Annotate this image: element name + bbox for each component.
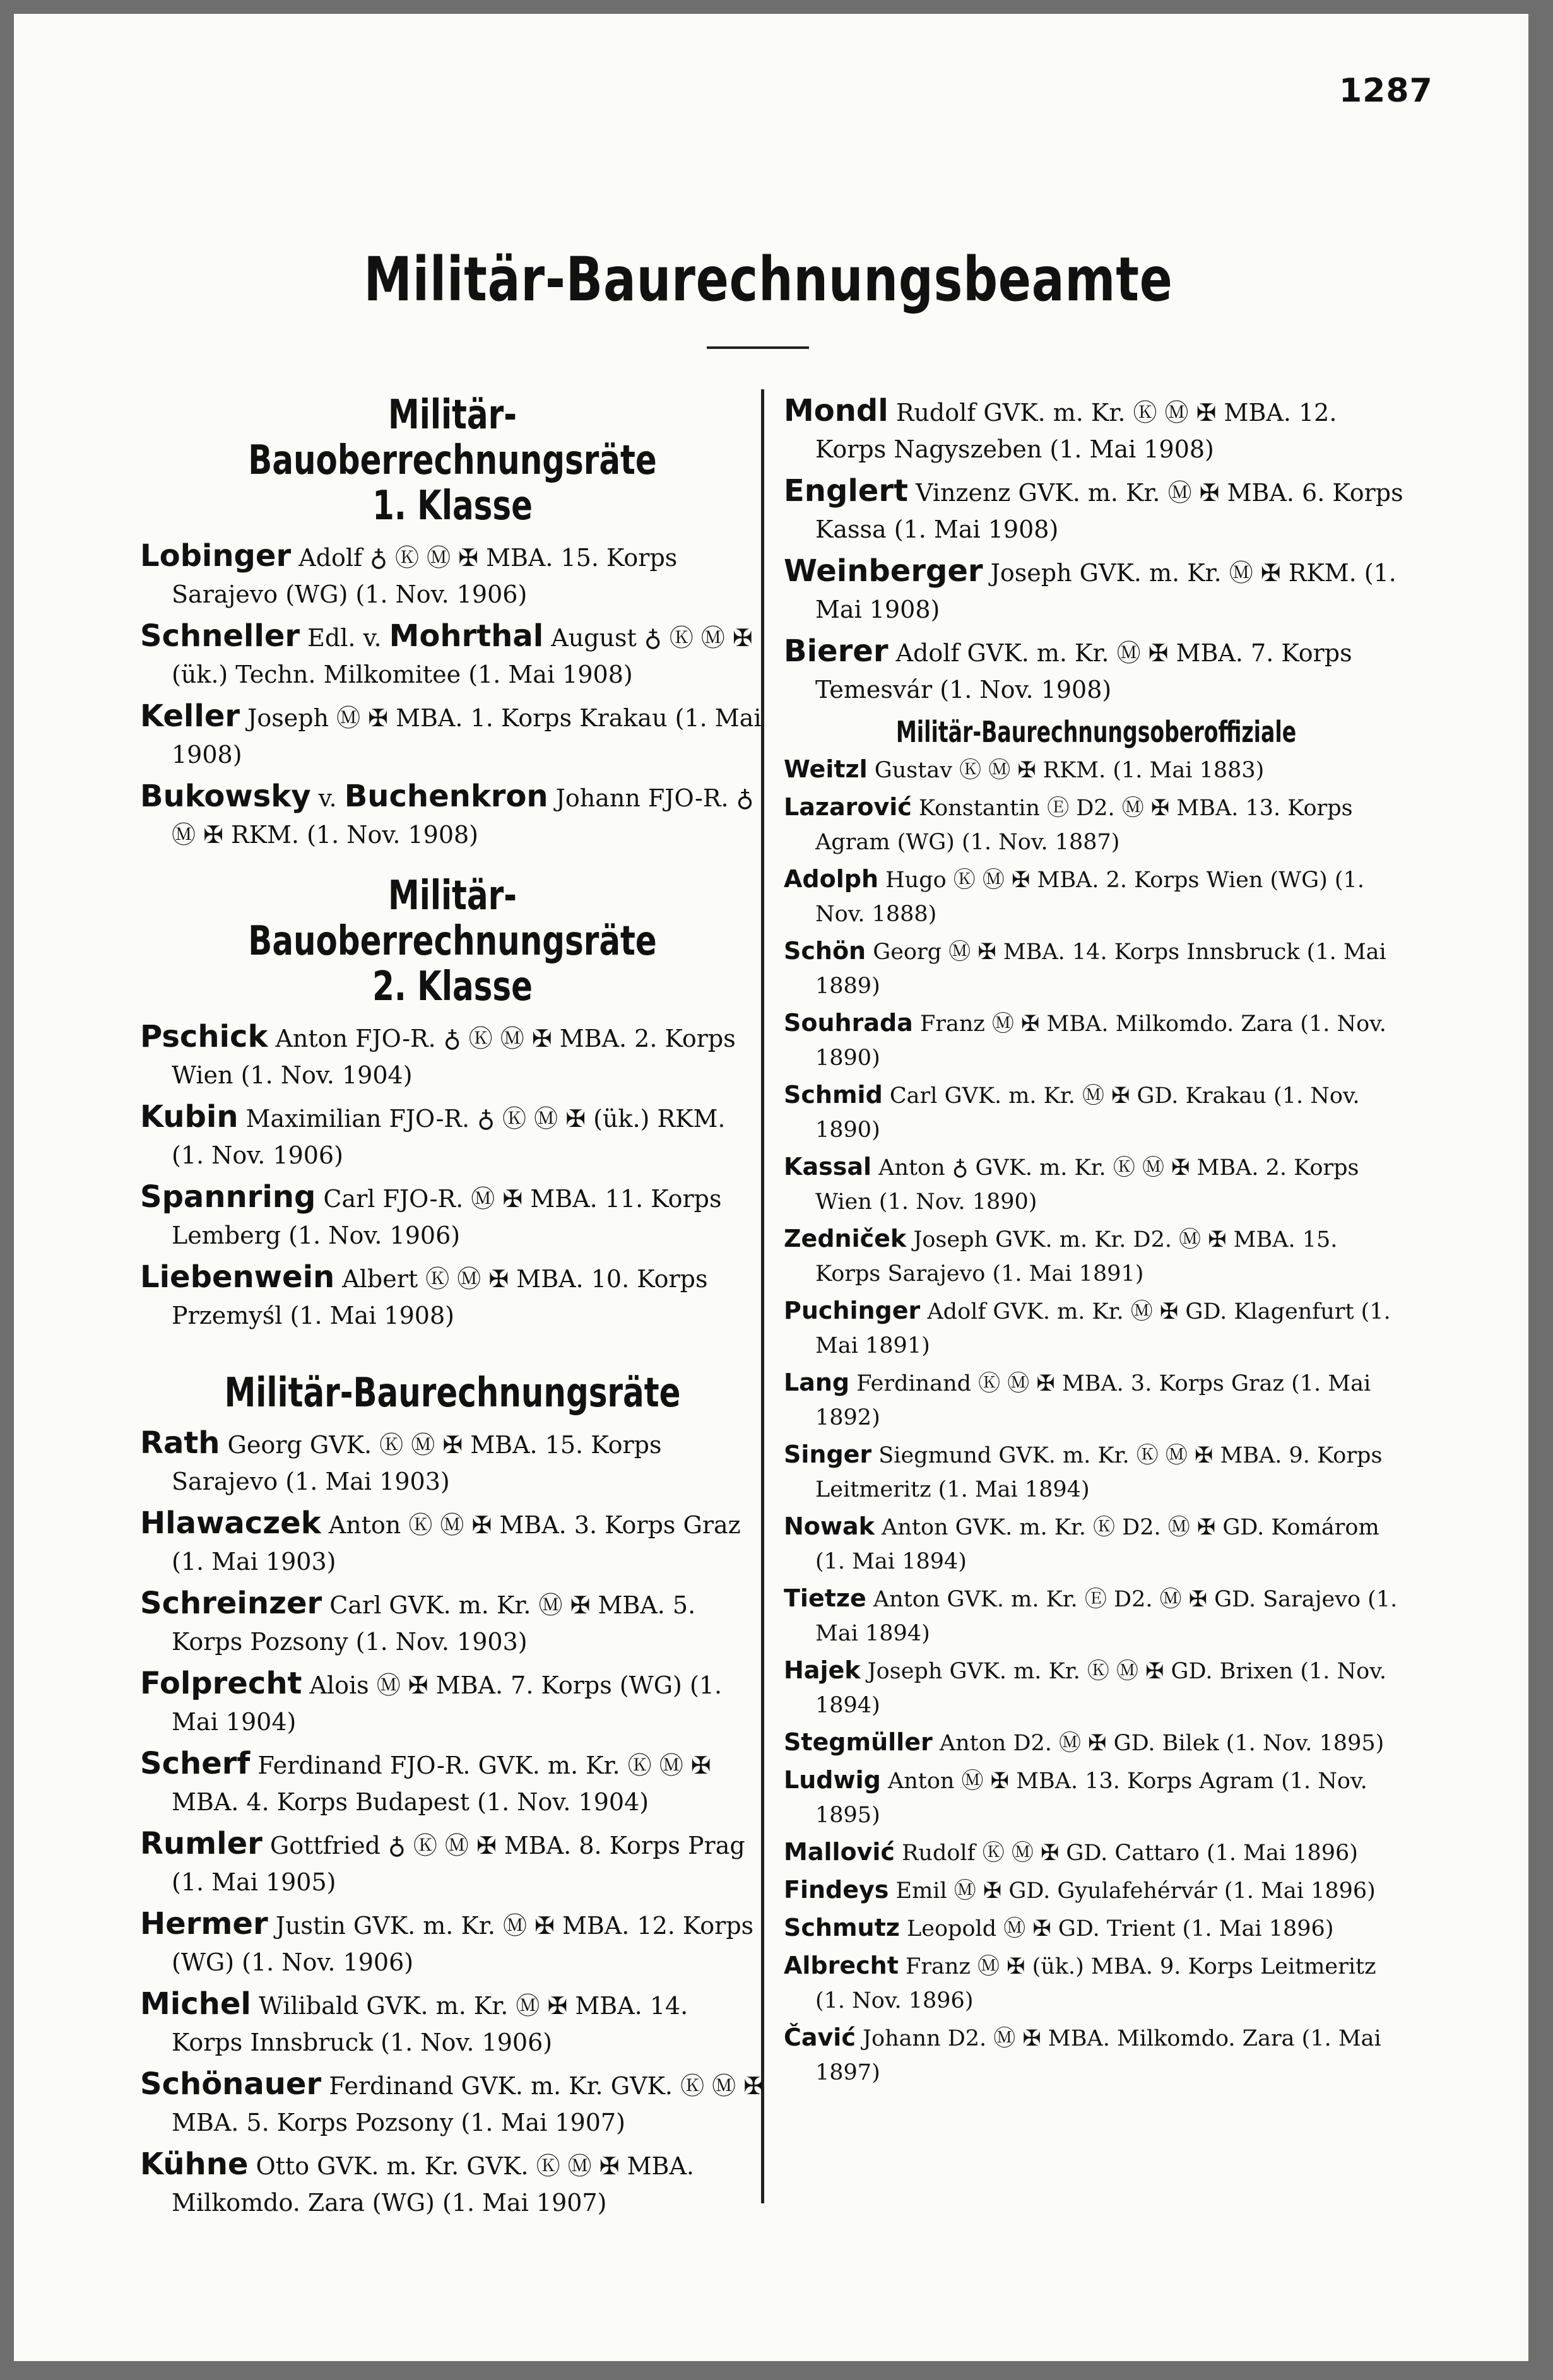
entry-surname-predicate: Mohrthal	[389, 618, 544, 654]
entry-surname: Čavić	[784, 2024, 856, 2051]
entry-details: Emil Ⓜ ✠ GD. Gyulafehérvár (1. Mai 1896)	[889, 1878, 1376, 1904]
list-rechnungsraete	[140, 1425, 765, 2221]
entry-surname: Schmutz	[784, 1914, 900, 1941]
list-item	[784, 2020, 1408, 2090]
entry-surname: Findeys	[784, 1876, 889, 1904]
entry-surname: Englert	[784, 473, 908, 509]
entry-details: Adolf GVK. m. Kr. Ⓜ ✠ MBA. 7. Korps Temesvár (1. Nov. 1908)	[815, 639, 1352, 704]
entry-surname: Souhrada	[784, 1009, 913, 1037]
list-oberoffiziale	[784, 752, 1408, 2090]
entry-surname: Ludwig	[784, 1766, 881, 1794]
entry-details: Georg GVK. Ⓚ Ⓜ ✠ MBA. 15. Korps Sarajevo (1. Mai 1903)	[172, 1431, 662, 1495]
entry-surname: Bukowsky	[140, 779, 311, 814]
entry-details: Joseph GVK. m. Kr. Ⓚ Ⓜ ✠ GD. Brixen (1. Nov. 1894)	[815, 1659, 1386, 1718]
entry-surname-predicate: Buchenkron	[344, 779, 548, 814]
list-item	[784, 1653, 1408, 1723]
list-item	[784, 1365, 1408, 1435]
list-item	[140, 1259, 765, 1334]
entry-details: Johann D2. Ⓜ ✠ MBA. Milkomdo. Zara (1. Mai 1897)	[815, 2026, 1381, 2085]
entry-surname: Rath	[140, 1425, 220, 1461]
entry-surname: Folprecht	[140, 1666, 302, 1701]
list-oberrechnungsraete-2	[140, 1018, 765, 1334]
entry-surname: Nowak	[784, 1512, 875, 1540]
entry-surname: Schönauer	[140, 2066, 322, 2102]
list-item	[140, 2146, 765, 2221]
entry-surname: Schmid	[784, 1081, 883, 1109]
list-item	[784, 862, 1408, 931]
list-item	[784, 790, 1408, 859]
entry-details: Edl. v.	[300, 624, 389, 652]
list-item	[140, 1906, 765, 1981]
entry-surname: Schön	[784, 937, 866, 965]
entry-details: Rudolf Ⓚ Ⓜ ✠ GD. Cattaro (1. Mai 1896)	[894, 1841, 1358, 1866]
list-rechnungsraete-continued	[784, 392, 1408, 708]
entry-surname: Mallović	[784, 1838, 895, 1866]
entry-details: Anton Ⓚ Ⓜ ✠ MBA. 3. Korps Graz (1. Mai 1903)	[172, 1511, 741, 1576]
section-heading-class: 2. Klasse	[372, 963, 533, 1010]
list-item	[784, 1873, 1408, 1908]
entry-details: Joseph GVK. m. Kr. Ⓜ ✠ RKM. (1. Mai 1908)	[815, 559, 1397, 623]
entry-details: Anton Ⓜ ✠ MBA. 13. Korps Agram (1. Nov. 1895)	[815, 1769, 1367, 1828]
entry-details: Wilibald GVK. m. Kr. Ⓜ ✠ MBA. 14. Korps Innsbruck (1. Nov. 1906)	[172, 1992, 688, 2056]
section-heading-class: 1. Klasse	[372, 483, 533, 529]
list-item	[784, 1763, 1408, 1832]
list-item	[140, 1986, 765, 2061]
list-item	[140, 1179, 765, 1254]
list-item	[140, 1505, 765, 1580]
entry-surname: Spannring	[140, 1179, 316, 1215]
list-item	[784, 1725, 1408, 1760]
list-item	[784, 392, 1408, 468]
entry-details: Alois Ⓜ ✠ MBA. 7. Korps (WG) (1. Mai 1904)	[172, 1671, 723, 1736]
entry-details: Otto GVK. m. Kr. GVK. Ⓚ Ⓜ ✠ MBA. Milkomdo. Zara (WG) (1. Mai 1907)	[172, 2152, 695, 2217]
entry-surname: Rumler	[140, 1826, 263, 1861]
entry-details: Anton ♁ GVK. m. Kr. Ⓚ Ⓜ ✠ MBA. 2. Korps Wien (1. Nov. 1890)	[815, 1155, 1359, 1215]
list-item	[784, 1006, 1408, 1075]
entry-details: Albert Ⓚ Ⓜ ✠ MBA. 10. Korps Przemyśl (1. Mai 1908)	[172, 1265, 708, 1329]
list-item	[140, 1585, 765, 1660]
entry-surname: Lazarović	[784, 793, 912, 821]
entry-details: Adolf GVK. m. Kr. Ⓜ ✠ GD. Klagenfurt (1. Mai 1891)	[815, 1299, 1391, 1358]
entry-surname: Adolph	[784, 865, 878, 893]
entry-details: v.	[310, 784, 345, 812]
title-divider	[707, 346, 809, 349]
list-item	[140, 778, 765, 853]
list-item	[784, 1581, 1408, 1651]
entry-surname: Singer	[784, 1440, 872, 1468]
entry-surname: Kühne	[140, 2147, 249, 2182]
section-heading-rechnungsraete: Militär-Baurechnungsräte	[224, 1370, 681, 1417]
entry-surname: Mondl	[784, 393, 889, 428]
list-item	[140, 698, 765, 773]
right-column	[784, 392, 1408, 2090]
list-item	[784, 1835, 1408, 1870]
entry-details: Carl GVK. m. Kr. Ⓜ ✠ GD. Krakau (1. Nov. 1890)	[815, 1083, 1360, 1143]
entry-details: Adolf ♁ Ⓚ Ⓜ ✠ MBA. 15. Korps Sarajevo (WG) (1. Nov. 1906)	[172, 544, 678, 608]
entry-surname: Bierer	[784, 633, 889, 669]
list-oberrechnungsraete-1	[140, 538, 765, 853]
page-title: Militär-Baurechnungsbeamte	[363, 244, 1173, 315]
list-item	[140, 2066, 765, 2141]
entry-surname: Pschick	[140, 1019, 268, 1054]
list-item	[784, 1293, 1408, 1363]
entry-details: Joseph GVK. m. Kr. D2. Ⓜ ✠ MBA. 15. Korps Sarajevo (1. Mai 1891)	[815, 1227, 1338, 1287]
list-item	[140, 1825, 765, 1900]
entry-surname: Weinberger	[784, 553, 983, 589]
entry-surname: Lobinger	[140, 538, 292, 574]
section-heading-line: Militär-Bauoberrechnungsräte	[248, 873, 657, 965]
list-item	[140, 1018, 765, 1093]
entry-surname: Hajek	[784, 1656, 861, 1684]
list-item	[140, 618, 765, 693]
entry-surname: Lang	[784, 1369, 850, 1396]
entry-surname: Stegmüller	[784, 1728, 933, 1756]
entry-surname: Kassal	[784, 1153, 871, 1181]
list-item	[784, 1948, 1408, 2018]
entry-details: Carl GVK. m. Kr. Ⓜ ✠ MBA. 5. Korps Pozsony (1. Nov. 1903)	[172, 1591, 696, 1656]
entry-details: Carl FJO-R. Ⓜ ✠ MBA. 11. Korps Lemberg (1. Nov. 1906)	[172, 1185, 722, 1249]
entry-details: Justin GVK. m. Kr. Ⓜ ✠ MBA. 12. Korps (WG) (1. Nov. 1906)	[172, 1912, 754, 1976]
entry-details: Anton GVK. m. Kr. Ⓚ D2. Ⓜ ✠ GD. Komárom (1. Mai 1894)	[815, 1515, 1379, 1574]
entry-details: Ferdinand FJO-R. GVK. m. Kr. Ⓚ Ⓜ ✠ MBA. 4. Korps Budapest (1. Nov. 1904)	[172, 1752, 711, 1816]
entry-details: Leopold Ⓜ ✠ GD. Trient (1. Mai 1896)	[899, 1916, 1334, 1941]
entry-details: Anton GVK. m. Kr. Ⓔ D2. Ⓜ ✠ GD. Sarajevo (1. Mai 1894)	[815, 1587, 1398, 1646]
list-item	[784, 752, 1408, 787]
entry-surname: Weitzl	[784, 755, 868, 783]
list-item	[784, 553, 1408, 628]
entry-surname: Albrecht	[784, 1952, 899, 1979]
entry-surname: Scherf	[140, 1746, 251, 1781]
section-heading-line: Militär-Bauoberrechnungsräte	[248, 392, 657, 484]
entry-surname: Puchinger	[784, 1297, 921, 1324]
list-item	[140, 1099, 765, 1174]
entry-details: Konstantin Ⓔ D2. Ⓜ ✠ MBA. 13. Korps Agram (WG) (1. Nov. 1887)	[815, 796, 1353, 855]
left-column	[140, 392, 765, 2221]
list-item	[784, 1150, 1408, 1219]
entry-surname: Michel	[140, 1986, 251, 2022]
entry-details: Gustav Ⓚ Ⓜ ✠ RKM. (1. Mai 1883)	[867, 758, 1265, 783]
entry-details: Maximilian FJO-R. ♁ Ⓚ Ⓜ ✠ (ük.) RKM. (1. Nov. 1906)	[172, 1105, 726, 1169]
entry-details: Franz Ⓜ ✠ MBA. Milkomdo. Zara (1. Nov. 1890)	[815, 1011, 1386, 1071]
entry-surname: Tietze	[784, 1584, 866, 1612]
entry-surname: Hermer	[140, 1906, 268, 1941]
entry-surname: Hlawaczek	[140, 1505, 321, 1541]
section-heading-oberrechnungsraete-1	[209, 392, 696, 529]
list-item	[784, 1509, 1408, 1579]
entry-details: Ferdinand GVK. m. Kr. GVK. Ⓚ Ⓜ ✠ MBA. 5. Korps Pozsony (1. Mai 1907)	[172, 2072, 764, 2136]
entry-details: Siegmund GVK. m. Kr. Ⓚ Ⓜ ✠ MBA. 9. Korps Leitmeritz (1. Mai 1894)	[815, 1443, 1383, 1502]
list-item	[784, 473, 1408, 548]
entry-details: Rudolf GVK. m. Kr. Ⓚ Ⓜ ✠ MBA. 12. Korps Nagyszeben (1. Mai 1908)	[815, 399, 1337, 463]
list-item	[784, 934, 1408, 1003]
entry-details-cont: August ♁ Ⓚ Ⓜ ✠ (ük.) Techn. Milkomitee (1. Mai 1908)	[172, 624, 753, 688]
list-item	[140, 538, 765, 613]
entry-details: Hugo Ⓚ Ⓜ ✠ MBA. 2. Korps Wien (WG) (1. Nov. 1888)	[815, 868, 1364, 927]
entry-surname: Keller	[140, 698, 240, 734]
entry-surname: Schneller	[140, 618, 300, 654]
list-item	[140, 1665, 765, 1740]
entry-surname: Zedniček	[784, 1225, 907, 1252]
entry-surname: Schreinzer	[140, 1586, 322, 1621]
entry-details: Joseph Ⓜ ✠ MBA. 1. Korps Krakau (1. Mai 1908)	[172, 704, 762, 769]
list-item	[140, 1745, 765, 1820]
entry-details: Anton D2. Ⓜ ✠ GD. Bilek (1. Nov. 1895)	[932, 1731, 1385, 1756]
entry-details: Anton FJO-R. ♁ Ⓚ Ⓜ ✠ MBA. 2. Korps Wien (1. Nov. 1904)	[172, 1025, 736, 1089]
page-number: 1287	[1339, 72, 1433, 110]
entry-surname: Liebenwein	[140, 1259, 335, 1295]
section-heading-oberrechnungsraete-2	[209, 873, 696, 1010]
entry-details: Vinzenz GVK. m. Kr. Ⓜ ✠ MBA. 6. Korps Kassa (1. Mai 1908)	[815, 479, 1403, 543]
entry-details: Georg Ⓜ ✠ MBA. 14. Korps Innsbruck (1. Mai 1889)	[815, 940, 1386, 999]
section-heading-oberoffiziale: Militär-Baurechnungsoberoffiziale	[895, 715, 1297, 749]
list-item	[784, 633, 1408, 708]
entry-details: Ferdinand Ⓚ Ⓜ ✠ MBA. 3. Korps Graz (1. Mai 1892)	[815, 1371, 1371, 1430]
list-item	[784, 1078, 1408, 1147]
entry-details: Gottfried ♁ Ⓚ Ⓜ ✠ MBA. 8. Korps Prag (1. Mai 1905)	[172, 1832, 745, 1896]
list-item	[784, 1222, 1408, 1291]
entry-details-cont: Johann FJO-R. ♁ Ⓜ ✠ RKM. (1. Nov. 1908)	[172, 784, 754, 849]
entry-surname: Kubin	[140, 1099, 239, 1134]
list-item	[140, 1425, 765, 1500]
directory-page	[14, 14, 1528, 2361]
entry-details: Franz Ⓜ ✠ (ük.) MBA. 9. Korps Leitmeritz (1. Nov. 1896)	[815, 1954, 1376, 2013]
list-item	[784, 1911, 1408, 1946]
list-item	[784, 1437, 1408, 1507]
